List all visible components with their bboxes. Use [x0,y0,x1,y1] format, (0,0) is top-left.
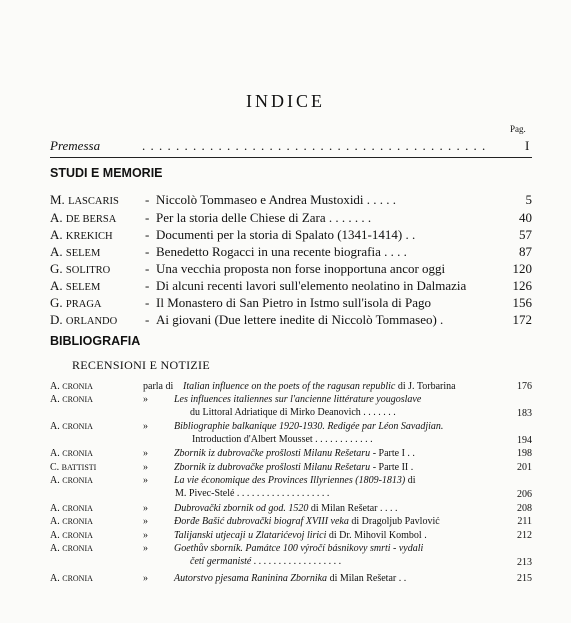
entry-dash: - [145,210,150,225]
toc-entry [50,278,532,296]
entry-title: Italian influence on the poets of the ragusan republic di J. Torbarina [183,381,456,392]
premessa-leader-dots: . . . . . . . . . . . . . . . . . . . . . . . . . . . . . . . . . . . . . . . . . [142,138,487,153]
entry-title: Niccolò Tommaseo e Andrea Mustoxidi . . . . . [156,192,397,207]
entry-author: D. ORLANDO [50,312,118,327]
entry-title: Dubrovački zbornik od god. 1520 di Milan Rešetar . . . . [174,503,398,514]
entry-dash: - [145,261,150,276]
premessa-page: I [525,138,530,153]
entry-title: Autorstvo pjesama Raninina Zbornika di Milan Rešetar . . [174,573,407,584]
entry-title-cont: Introduction d'Albert Mousset . . . . . . . . . . . . [192,434,373,445]
entry-author: G. SOLITRO [50,261,111,276]
entry-title-cont: M. Pivec-Stelé . . . . . . . . . . . . . . . . . . . [175,488,330,499]
entry-title: Talijanski utjecaji u Zlatarićevoj lirici di Dr. Mihovil Kombol . [174,530,427,541]
entry-page: 156 [512,295,532,310]
divider [50,157,532,158]
entry-author: A. CRONIA [50,530,93,541]
entry-author: G. PRAGA [50,295,102,310]
entry-title: La vie économique des Provinces Illyriennes (1809-1813) di [174,475,416,486]
entry-mark: » [143,448,148,459]
entry-mark: » [143,543,148,554]
entry-title: Documenti per la storia di Spalato (1341-1414) . . [156,227,416,242]
entry-page: 5 [525,192,532,207]
entry-page: 183 [517,408,532,419]
premessa-label: Premessa [50,138,101,153]
entry-author: A. KREKICH [50,227,113,242]
entry-title: Per la storia delle Chiese di Zara . . . . . . . [156,210,372,225]
subsection-heading: RECENSIONI E NOTIZIE [72,358,210,372]
entry-mark: » [143,394,148,405]
entry-page: 172 [512,312,532,327]
toc-entry [50,244,532,262]
entry-title: Bibliographie balkanique 1920-1930. Redigée par Léon Savadjian. [174,421,444,432]
entry-page: 120 [512,261,532,276]
page-title: INDICE [246,91,325,111]
entry-dash: - [145,278,150,293]
entry-author: A. CRONIA [50,381,93,392]
entry-mark: parla di [143,381,174,392]
entry-title: Benedetto Rogacci in una recente biografia . . . . [156,244,407,259]
entry-author: A. CRONIA [50,543,93,554]
entry-author: A. CRONIA [50,503,93,514]
page-column-label: Pag. [510,124,526,134]
entry-author: A. DE BERSA [50,210,117,225]
entry-page: 212 [517,530,532,541]
entry-page: 176 [517,381,532,392]
entry-dash: - [145,227,150,242]
entry-mark: » [143,462,148,473]
entry-mark: » [143,475,148,486]
entry-title: Il Monastero di San Pietro in Istmo sull'isola di Pago [156,295,431,310]
toc-entry [50,261,532,279]
entry-page: 213 [517,557,532,568]
entry-page: 40 [519,210,532,225]
entry-page: 206 [517,489,532,500]
toc-entry [50,210,532,228]
entry-author: A. CRONIA [50,516,93,527]
section-heading-studi: STUDI E MEMORIE [50,166,163,180]
entry-mark: » [143,573,148,584]
entry-author: A. SELEM [50,244,101,259]
entry-page: 198 [517,448,532,459]
entry-title: Les influences italiennes sur l'ancienne littérature yougoslave [174,394,422,405]
entry-author: A. CRONIA [50,448,93,459]
toc-entry [50,295,532,313]
entry-page: 215 [517,573,532,584]
entry-title-cont: četí germanisté . . . . . . . . . . . . . . . . . . [190,556,342,567]
entry-page: 57 [519,227,532,242]
section-heading-bibliografia: BIBLIOGRAFIA [50,334,141,348]
entry-mark: » [143,421,148,432]
entry-author: C. BATTISTI [50,462,97,473]
toc-entry [50,192,532,210]
entry-title: Una vecchia proposta non forse inopportuna ancor oggi [156,261,446,276]
entry-dash: - [145,312,150,327]
entry-title: Di alcuni recenti lavori sull'elemento neolatino in Dalmazia [156,278,467,293]
entry-author: A. SELEM [50,278,101,293]
entry-dash: - [145,192,150,207]
entry-page: 126 [512,278,532,293]
entry-page: 194 [517,435,532,446]
toc-entry [50,227,532,245]
entry-author: A. CRONIA [50,475,93,486]
toc-entry [50,312,532,330]
entry-dash: - [145,295,150,310]
entry-author: M. LASCARIS [50,192,119,207]
entry-mark: » [143,516,148,527]
entry-page: 211 [517,516,532,527]
entry-title: Đorđe Bašić dubrovački biograf XVIII veka di Dragoljub Pavlović [174,516,440,527]
entry-title: Goethův sborník. Památce 100 výročí básnikovy smrti - vydali [174,543,424,554]
entry-page: 208 [517,503,532,514]
entry-author: A. CRONIA [50,394,93,405]
entry-mark: » [143,530,148,541]
entry-page: 201 [517,462,532,473]
entry-title: Zbornik iz dubrovačke prošlosti Milanu Rešetaru - Parte II . [174,462,414,473]
entry-title: Ai giovani (Due lettere inedite di Niccolò Tommaseo) . [156,312,444,327]
entry-title-cont: du Littoral Adriatique di Mirko Deanovich . . . . . . . [190,407,396,418]
entry-author: A. CRONIA [50,573,93,584]
entry-page: 87 [519,244,532,259]
entry-title: Zbornik iz dubrovačke prošlosti Milanu Rešetaru - Parte I . . [174,448,415,459]
entry-author: A. CRONIA [50,421,93,432]
entry-dash: - [145,244,150,259]
entry-mark: » [143,503,148,514]
